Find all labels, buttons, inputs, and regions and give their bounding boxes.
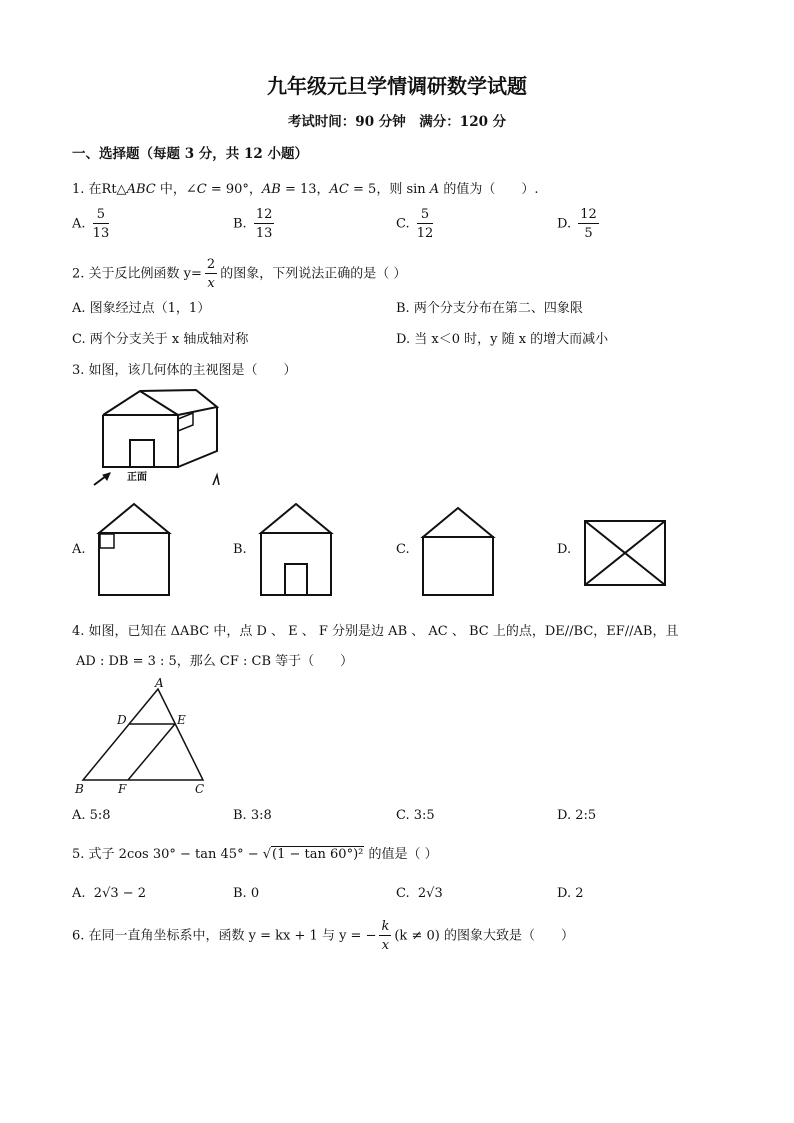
fraction xyxy=(379,920,391,952)
q5-option-a[interactable] xyxy=(72,886,146,901)
q3-solid-figure xyxy=(90,385,230,490)
question-3-stem: 3. 如图，该几何体的主视图是（ ） xyxy=(72,363,297,378)
q3-option-a[interactable]: A. xyxy=(72,542,86,557)
q4-option-b[interactable]: B. 3:8 xyxy=(233,808,272,823)
option-letter: A. xyxy=(72,216,86,232)
q2-option-a[interactable]: A. 图象经过点（1，1） xyxy=(72,301,211,316)
denominator: 5 xyxy=(584,226,593,241)
q1-option-b[interactable] xyxy=(233,208,277,240)
denominator: 12 xyxy=(416,226,434,241)
q3-option-b-figure xyxy=(259,502,333,597)
option-letter: B. xyxy=(233,216,247,232)
question-5-stem xyxy=(72,843,438,862)
fraction xyxy=(578,208,599,240)
numerator: 5 xyxy=(417,208,434,224)
vertex-label-a: A xyxy=(155,676,164,690)
q1-text: Rt△ xyxy=(101,182,127,197)
q2-text: 的图象，下列说法正确的是（ ） xyxy=(220,266,407,282)
q2-option-d[interactable]: D. 当 x＜0 时，y 随 x 的增大而减小 xyxy=(396,332,609,347)
q1-var: A xyxy=(429,182,440,197)
q1-text: = 5，则 sin xyxy=(348,182,430,197)
q3-option-d-figure xyxy=(583,519,667,587)
option-letter: C. xyxy=(396,886,410,901)
q1-var: AB xyxy=(261,182,281,197)
option-text: 2√3 − 2 xyxy=(93,886,147,901)
fraction xyxy=(417,208,434,240)
option-letter: A. xyxy=(72,886,86,901)
q2-text: 2. 关于反比例函数 y= xyxy=(72,266,202,282)
radicand: (1 − tan 60°)² xyxy=(272,847,364,862)
q1-var: C xyxy=(196,182,207,197)
option-letter: C. xyxy=(396,216,410,232)
numerator: 12 xyxy=(580,207,597,222)
q5-text: 的值是（ ） xyxy=(368,847,438,862)
question-4-stem-line2: AD : DB = 3 : 5，那么 CF : CB 等于（ ） xyxy=(76,654,354,669)
q4-option-c[interactable]: C. 3:5 xyxy=(396,808,435,823)
vertex-label-e: E xyxy=(177,713,186,727)
q4-option-d[interactable]: D. 2:5 xyxy=(557,808,597,823)
q2-option-b[interactable]: B. 两个分支分布在第二、四象限 xyxy=(396,301,583,316)
q5-option-b[interactable] xyxy=(233,886,259,901)
q2-option-c[interactable]: C. 两个分支关于 x 轴成轴对称 xyxy=(72,332,249,347)
question-4-stem-line1: 4. 如图，已知在 ΔABC 中，点 D 、 E 、 F 分别是边 AB 、 AC 、 BC 上的点，DE//BC，EF//AB，且 xyxy=(72,624,679,639)
question-2-stem xyxy=(72,258,406,290)
q3-option-b[interactable]: B. xyxy=(233,542,247,557)
q1-text: = 13， xyxy=(280,182,330,197)
numerator: 5 xyxy=(93,208,110,224)
option-text: 0 xyxy=(250,886,260,901)
q6-text: 6. 在同一直角坐标系中，函数 y = kx + 1 与 y = − xyxy=(72,928,377,944)
question-6-stem xyxy=(72,920,574,952)
figure-label-front: 正面 xyxy=(127,472,147,483)
fraction xyxy=(254,208,275,240)
option-text: 2√3 xyxy=(417,886,443,901)
vertex-label-f: F xyxy=(118,782,127,796)
q1-text: 中，∠ xyxy=(155,182,197,197)
denominator: 13 xyxy=(92,226,110,241)
q3-option-c[interactable]: C. xyxy=(396,542,410,557)
fraction xyxy=(205,258,217,290)
vertex-label-b: B xyxy=(75,782,84,796)
q6-text: (k ≠ 0) 的图象大致是（ ） xyxy=(394,928,574,944)
q4-option-a[interactable]: A. 5:8 xyxy=(72,808,111,823)
q1-var: ABC xyxy=(126,182,156,197)
option-letter: D. xyxy=(557,216,572,232)
question-1-stem xyxy=(72,178,538,197)
q1-text: 1. 在 xyxy=(72,182,102,197)
denominator: x xyxy=(207,276,215,291)
q1-text: 的值为（ ）. xyxy=(439,182,539,197)
numerator: 12 xyxy=(255,207,273,222)
numerator: k xyxy=(381,919,390,934)
q5-option-d[interactable] xyxy=(557,886,584,901)
option-letter: B. xyxy=(233,886,247,901)
q3-option-d[interactable]: D. xyxy=(557,542,572,557)
numerator: 2 xyxy=(206,257,216,272)
section-heading: 一、选择题（每题 3 分，共 12 小题） xyxy=(72,146,308,162)
option-text: 2 xyxy=(575,886,584,901)
fraction xyxy=(93,208,110,240)
denominator: 13 xyxy=(255,226,273,241)
option-letter: D. xyxy=(557,886,572,901)
q3-option-a-figure xyxy=(97,502,171,597)
q1-text: = 90°， xyxy=(206,182,262,197)
radical: √(1 − tan 60°)² xyxy=(262,847,364,862)
q5-option-c[interactable] xyxy=(396,886,443,901)
vertex-label-c: C xyxy=(195,782,205,796)
vertex-label-d: D xyxy=(117,713,127,727)
q1-option-d[interactable] xyxy=(557,208,602,240)
page-title: 九年级元旦学情调研数学试题 xyxy=(267,74,527,98)
q1-option-c[interactable] xyxy=(396,208,436,240)
q1-option-a[interactable] xyxy=(72,208,112,240)
q3-option-c-figure xyxy=(421,505,495,597)
exam-info: 考试时间：90 分钟 满分：120 分 xyxy=(287,114,507,130)
q5-text: 5. 式子 2cos 30° − tan 45° − xyxy=(72,847,259,862)
denominator: x xyxy=(381,938,390,953)
q1-var: AC xyxy=(329,182,349,197)
